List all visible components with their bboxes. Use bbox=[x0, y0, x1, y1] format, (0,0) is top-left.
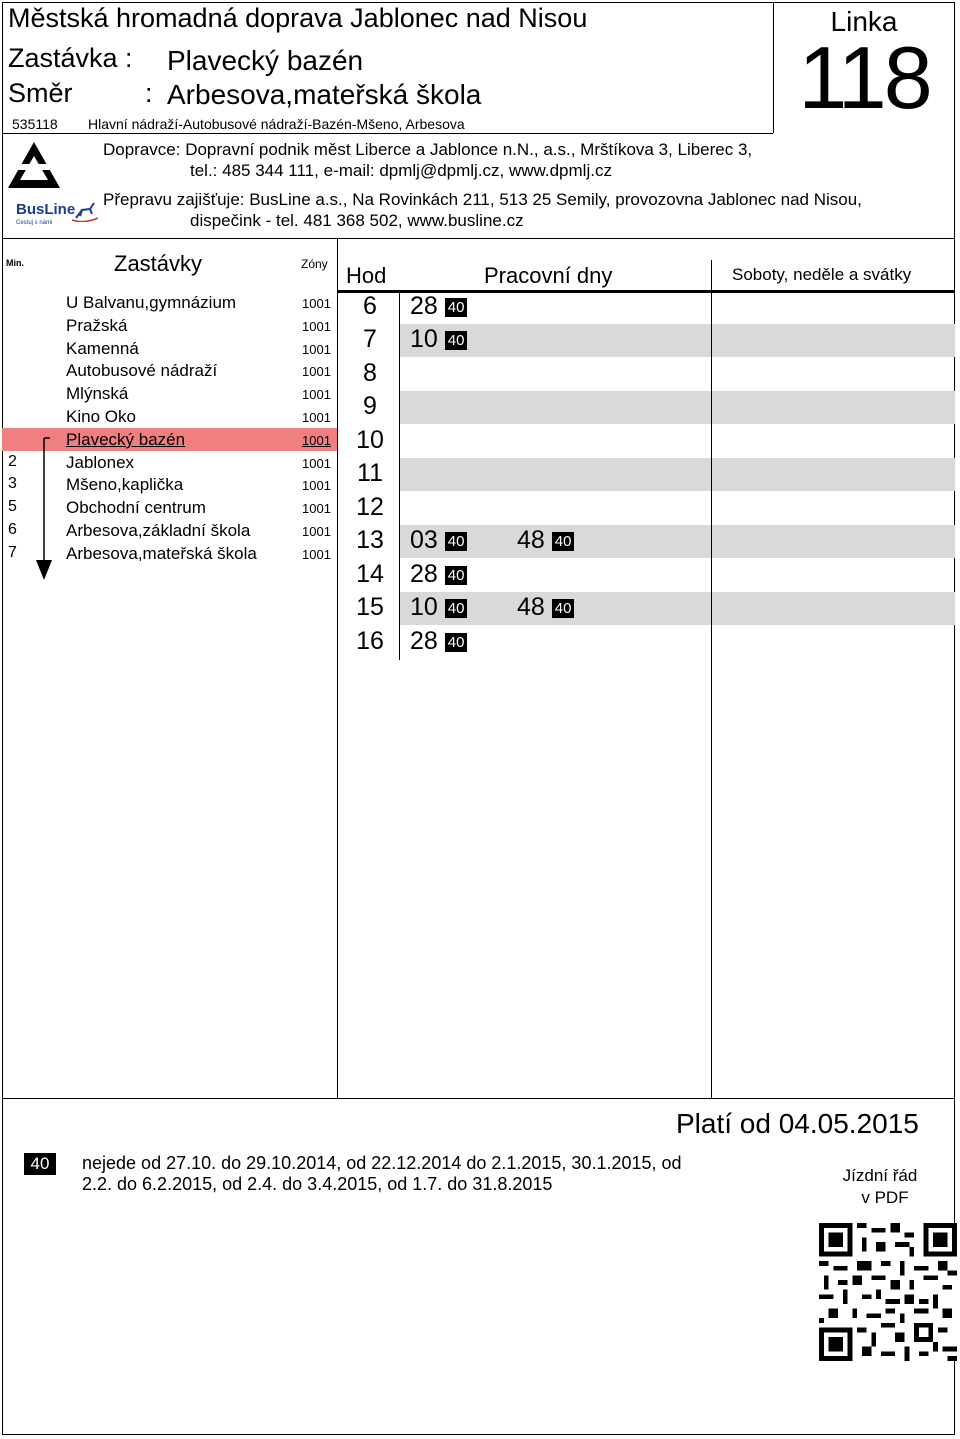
note-badge: 40 bbox=[445, 532, 468, 551]
departure-minute: 48 bbox=[517, 526, 545, 554]
busline-logo-text: BusLine bbox=[16, 201, 76, 218]
departure bbox=[410, 526, 467, 555]
stop-name-row: Mlýnská bbox=[66, 384, 129, 403]
departure bbox=[410, 627, 467, 656]
pdf-label-1: Jízdní řád bbox=[842, 1166, 918, 1185]
stop-min: 3 bbox=[8, 475, 17, 492]
departure bbox=[410, 325, 467, 354]
hour-cell: 8 bbox=[363, 359, 377, 387]
stop-name-row: Obchodní centrum bbox=[66, 498, 206, 517]
stop-name-row: Kamenná bbox=[66, 339, 139, 358]
stop-zone: 1001 bbox=[302, 387, 331, 402]
operator-line-1: Dopravce: Dopravní podnik měst Liberce a Jablonce n.N., a.s., Mrštíkova 3, Liberec 3, bbox=[103, 140, 753, 159]
direction-name: Arbesova,mateřská škola bbox=[167, 79, 482, 110]
stop-name-row: Arbesova,mateřská škola bbox=[66, 544, 257, 563]
note-badge: 40 bbox=[445, 298, 468, 317]
direction-colon: : bbox=[145, 78, 153, 108]
departure-minute: 10 bbox=[410, 325, 438, 353]
note-badge: 40 bbox=[552, 599, 575, 618]
stop-min: 2 bbox=[8, 453, 17, 470]
note-badge: 40 bbox=[445, 331, 468, 350]
stop-name-row: U Balvanu,gymnázium bbox=[66, 293, 237, 312]
hour-cell: 12 bbox=[356, 493, 384, 521]
stop-name-row: Pražská bbox=[66, 316, 128, 335]
note-line-1: nejede od 27.10. do 29.10.2014, od 22.12.2014 do 2.1.2015, 30.1.2015, od bbox=[82, 1153, 682, 1173]
stop-name-row: Mšeno,kaplička bbox=[66, 475, 184, 494]
footer-divider bbox=[2, 1098, 955, 1099]
stop-zone: 1001 bbox=[302, 364, 331, 379]
stop-zone: 1001 bbox=[302, 524, 331, 539]
hour-cell: 16 bbox=[356, 627, 384, 655]
hour-cell: 10 bbox=[356, 426, 384, 454]
departure-minute: 48 bbox=[517, 593, 545, 621]
hour-cell: 11 bbox=[357, 459, 383, 487]
departure bbox=[410, 593, 467, 622]
shaded-row bbox=[400, 525, 955, 558]
hour-cell: 7 bbox=[363, 325, 377, 353]
shaded-row bbox=[400, 391, 955, 424]
header-divider bbox=[2, 133, 773, 134]
departure-minute: 28 bbox=[410, 292, 438, 320]
note-badge: 40 bbox=[552, 532, 575, 551]
stop-zone: 1001 bbox=[302, 410, 331, 425]
departure-minute: 28 bbox=[410, 560, 438, 588]
note-badge: 40 bbox=[445, 633, 468, 652]
note-line-2: 2.2. do 6.2.2015, od 2.4. do 3.4.2015, od 1.7. do 31.8.2015 bbox=[82, 1174, 553, 1194]
shaded-row bbox=[400, 458, 955, 491]
busline-logo-sub: Cestuj s námi bbox=[16, 220, 53, 226]
table-top-divider bbox=[2, 238, 955, 239]
shaded-row bbox=[400, 592, 955, 625]
weekend-header: Soboty, neděle a svátky bbox=[732, 265, 912, 284]
hour-cell: 15 bbox=[356, 593, 384, 621]
carrier-line-1: Přepravu zajišťuje: BusLine a.s., Na Rovinkách 211, 513 25 Semily, provozovna Jablonec nad Nisou, bbox=[103, 190, 862, 209]
page-title: Městská hromadná doprava Jablonec nad Nisou bbox=[8, 3, 588, 33]
pdf-label-2: v PDF bbox=[861, 1188, 909, 1207]
weekday-header: Pracovní dny bbox=[484, 263, 613, 288]
min-header: Min. bbox=[6, 258, 24, 268]
stop-name-row: Arbesova,základní škola bbox=[66, 521, 251, 540]
stop-min: 5 bbox=[8, 498, 17, 515]
direction-arrow-icon bbox=[28, 432, 52, 582]
direction-label: Směr bbox=[8, 78, 73, 108]
stop-name-row: Jablonex bbox=[66, 453, 135, 472]
departure-minute: 10 bbox=[410, 593, 438, 621]
deer-icon bbox=[72, 200, 98, 222]
hour-cell: 13 bbox=[356, 526, 384, 554]
busline-logo bbox=[14, 198, 98, 228]
hour-cell: 6 bbox=[363, 292, 377, 320]
hour-header: Hod bbox=[346, 263, 387, 288]
stop-zone: 1001 bbox=[302, 456, 331, 471]
weekday-weekend-divider-over bbox=[711, 291, 712, 660]
stop-name: Plavecký bazén bbox=[167, 45, 364, 76]
line-label: Linka bbox=[830, 6, 898, 37]
line-number: 118 bbox=[798, 28, 930, 127]
stop-zone: 1001 bbox=[302, 342, 331, 357]
shaded-row bbox=[400, 324, 955, 357]
departure-minute: 28 bbox=[410, 627, 438, 655]
departure bbox=[517, 593, 574, 622]
note-badge: 40 bbox=[445, 599, 468, 618]
departure bbox=[410, 560, 467, 589]
stops-header: Zastávky bbox=[114, 251, 203, 276]
stop-zone: 1001 bbox=[302, 296, 331, 311]
stop-zone: 1001 bbox=[302, 547, 331, 562]
stop-zone: 1001 bbox=[302, 319, 331, 334]
note-mark-badge: 40 bbox=[24, 1153, 56, 1175]
departure bbox=[410, 292, 467, 321]
valid-from: Platí od 04.05.2015 bbox=[676, 1108, 919, 1139]
departure-minute: 03 bbox=[410, 526, 438, 554]
qr-code-icon[interactable] bbox=[819, 1222, 957, 1362]
zones-header: Zóny bbox=[301, 257, 328, 271]
current-stop-name: Plavecký bazén bbox=[66, 430, 186, 449]
carrier-line-2: dispečink - tel. 481 368 502, www.busline.cz bbox=[190, 211, 524, 230]
stop-min: 6 bbox=[8, 521, 17, 538]
route-description: Hlavní nádraží-Autobusové nádraží-Bazén-Mšeno, Arbesova bbox=[88, 116, 465, 132]
stop-label: Zastávka : bbox=[8, 43, 133, 73]
route-code: 535118 bbox=[12, 116, 58, 132]
hour-cell: 9 bbox=[363, 392, 377, 420]
stop-zone: 1001 bbox=[302, 433, 331, 448]
operator-line-2: tel.: 485 344 111, e-mail: dpmlj@dpmlj.cz, www.dpmlj.cz bbox=[190, 161, 612, 180]
stop-name-row: Kino Oko bbox=[66, 407, 136, 426]
departure bbox=[517, 526, 574, 555]
stops-timetable-divider bbox=[337, 238, 338, 1098]
note-badge: 40 bbox=[445, 566, 468, 585]
stop-zone: 1001 bbox=[302, 501, 331, 516]
hour-cell: 14 bbox=[356, 560, 384, 588]
dpmlj-logo-icon bbox=[6, 140, 62, 192]
stop-name-row: Autobusové nádraží bbox=[66, 361, 218, 380]
stop-zone: 1001 bbox=[302, 478, 331, 493]
stop-min: 7 bbox=[8, 544, 17, 561]
